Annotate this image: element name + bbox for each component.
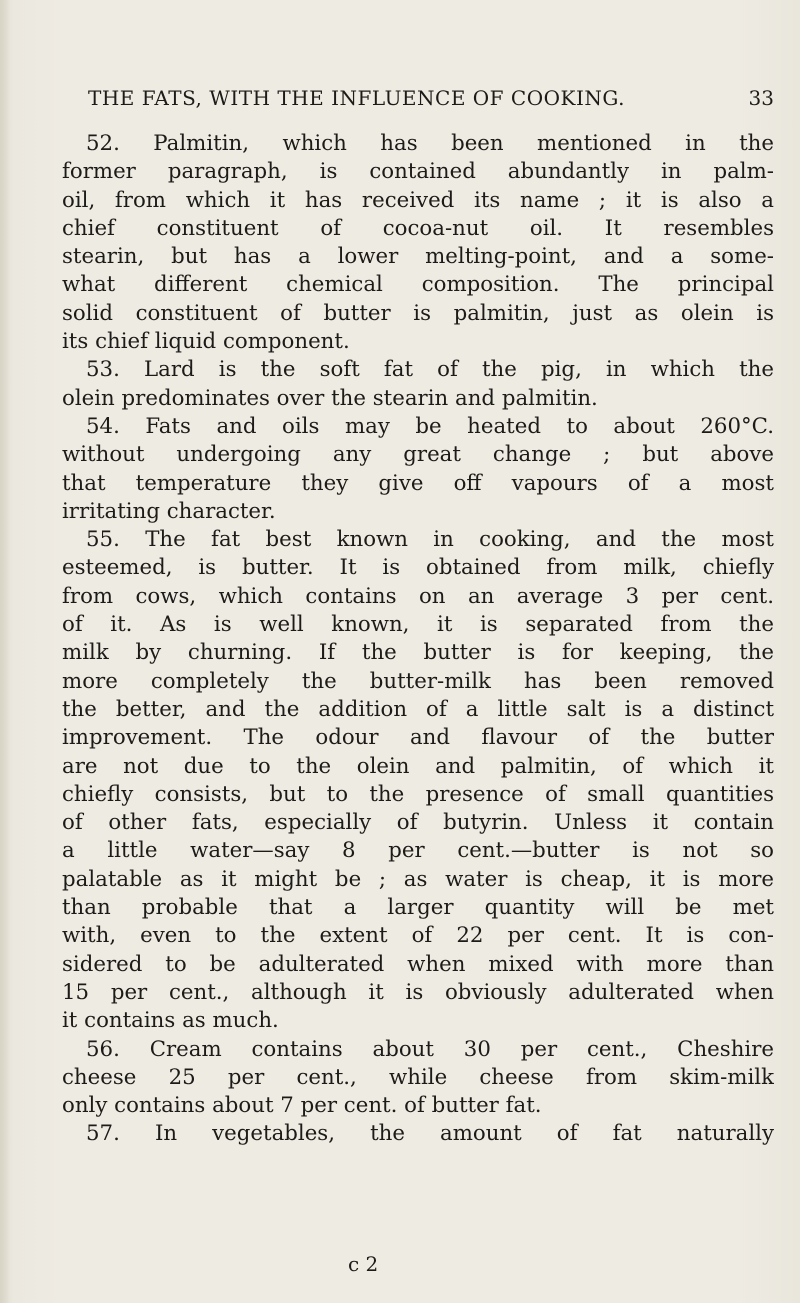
text-line: 52. Palmitin, which has been mentioned in the: [86, 131, 774, 156]
text-line: the better, and the addition of a little salt is a distinct: [62, 696, 774, 722]
text-line: oil, from which it has received its name ; it is also a: [62, 187, 774, 213]
text-line: 57. In vegetables, the amount of fat naturally: [86, 1121, 774, 1147]
text-line: improvement. The odour and flavour of the butter: [62, 725, 774, 751]
text-line: with, even to the extent of 22 per cent. It is con-: [62, 923, 774, 949]
body-text: [62, 130, 774, 1149]
gutter-shadow: [0, 0, 10, 1303]
text-line: of it. As is well known, it is separated from the: [62, 612, 774, 638]
page-number: 33: [748, 86, 774, 110]
text-line: from cows, which contains on an average 3 per cent.: [62, 583, 774, 609]
text-line: than probable that a larger quantity will be met: [62, 895, 774, 921]
text-line: solid constituent of butter is palmitin, just as olein is: [62, 300, 774, 326]
signature-mark: c 2: [348, 1252, 379, 1276]
text-line: 15 per cent., although it is obviously adulterated when: [62, 979, 774, 1005]
text-line: a little water—say 8 per cent.—butter is not so: [62, 838, 774, 864]
text-line: milk by churning. If the butter is for keeping, the: [62, 640, 774, 666]
text-line: without undergoing any great change ; but above: [62, 442, 774, 468]
text-line: olein predominates over the stearin and palmitin.: [62, 385, 598, 411]
text-line: of other fats, especially of butyrin. Unless it contain: [62, 810, 774, 836]
running-head: [88, 86, 774, 116]
text-line: palatable as it might be ; as water is cheap, it is more: [62, 866, 774, 892]
text-line: 54. Fats and oils may be heated to about 260°C.: [86, 413, 774, 439]
text-line: former paragraph, is contained abundantly in palm-: [62, 159, 774, 185]
running-title: THE FATS, WITH THE INFLUENCE OF COOKING.: [88, 86, 625, 110]
text-line: what different chemical composition. The principal: [62, 272, 774, 298]
text-line: 56. Cream contains about 30 per cent., Cheshire: [86, 1036, 774, 1062]
text-line: it contains as much.: [62, 1008, 279, 1034]
text-line: chief constituent of cocoa-nut oil. It resembles: [62, 215, 774, 241]
text-line: that temperature they give off vapours of a most: [62, 470, 774, 496]
text-line: esteemed, is butter. It is obtained from milk, chiefly: [62, 555, 774, 581]
text-line: 53. Lard is the soft fat of the pig, in which the: [86, 357, 774, 383]
text-line: 55. The fat best known in cooking, and the most: [86, 527, 774, 553]
text-line: more completely the butter-milk has been removed: [62, 668, 774, 694]
text-line: sidered to be adulterated when mixed with more than: [62, 951, 774, 977]
text-line: cheese 25 per cent., while cheese from skim-milk: [62, 1064, 774, 1090]
text-line: are not due to the olein and palmitin, of which it: [62, 753, 774, 779]
text-line: its chief liquid component.: [62, 329, 350, 355]
text-line: irritating character.: [62, 498, 276, 524]
text-line: stearin, but has a lower melting-point, and a some-: [62, 244, 774, 270]
text-line: chiefly consists, but to the presence of small quantities: [62, 781, 774, 807]
text-line: only contains about 7 per cent. of butter fat.: [62, 1093, 542, 1119]
